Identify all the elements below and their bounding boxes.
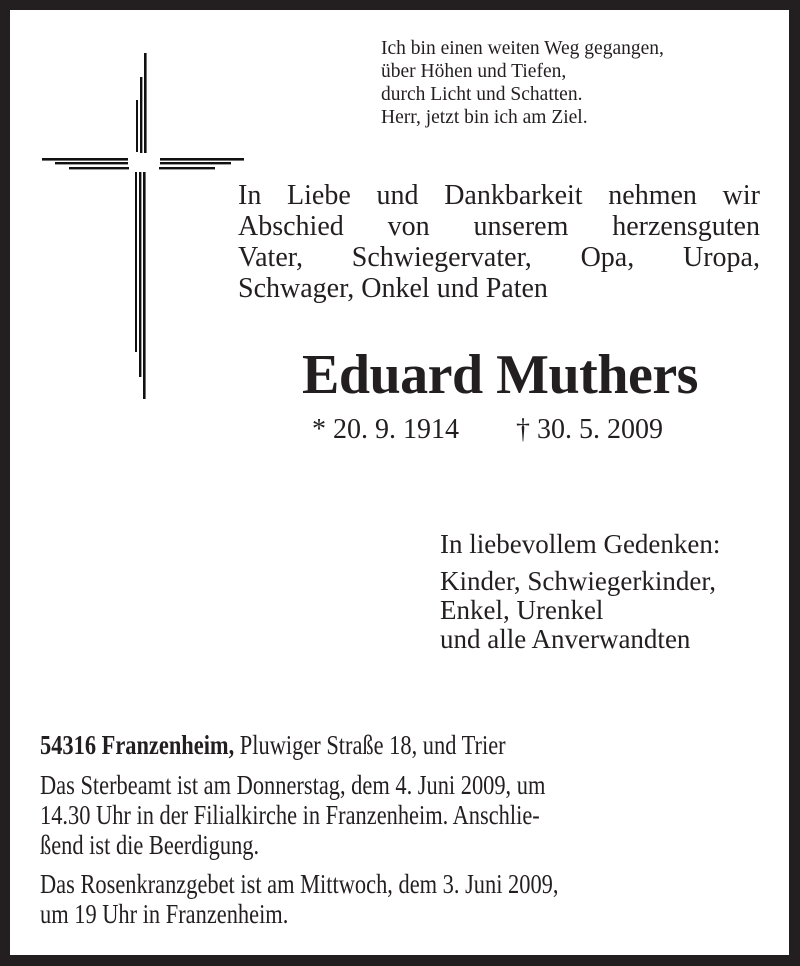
- intro-line: [238, 242, 760, 273]
- address-street: Pluwiger Straße 18, und Trier: [234, 730, 506, 760]
- rosary-info: [40, 869, 765, 929]
- poem-line: über Höhen und Tiefen,: [381, 61, 567, 82]
- death-date: † 30. 5. 2009: [516, 414, 663, 445]
- poem-line: durch Licht und Schatten.: [381, 84, 583, 105]
- word: Uropa,: [683, 242, 760, 273]
- intro-line: [238, 211, 760, 242]
- word: herzensguten: [612, 211, 760, 242]
- poem-line: Herr, jetzt bin ich am Ziel.: [381, 107, 588, 128]
- mourners-heading: In liebevollem Gedenken:: [440, 529, 721, 559]
- service-line: Das Sterbeamt ist am Donnerstag, dem 4. Juni 2009, um: [40, 770, 546, 800]
- details-block: [40, 730, 765, 929]
- rosary-line: um 19 Uhr in Franzenheim.: [40, 899, 289, 929]
- service-info: [40, 770, 765, 860]
- mourners-line: und alle Anverwandten: [440, 624, 691, 654]
- intro-line: [238, 273, 760, 304]
- service-line: ßend ist die Beerdigung.: [40, 830, 260, 860]
- mourners-line: Kinder, Schwiegerkinder,: [440, 566, 716, 596]
- word: nehmen: [608, 180, 697, 211]
- word: Liebe: [287, 180, 351, 211]
- service-line: 14.30 Uhr in der Filialkirche in Franzenheim. Anschlie-: [40, 800, 540, 830]
- word: und: [376, 180, 419, 211]
- birth-date: * 20. 9. 1914: [312, 414, 459, 445]
- address-line: [40, 730, 765, 763]
- intro-paragraph: [238, 180, 760, 304]
- deceased-name: Eduard Muthers: [302, 344, 698, 406]
- word: unserem: [473, 211, 569, 242]
- poem-line: Ich bin einen weiten Weg gegangen,: [381, 38, 664, 59]
- poem: [381, 37, 664, 129]
- mourners-line: Enkel, Urenkel: [440, 595, 604, 625]
- rosary-line: Das Rosenkranzgebet ist am Mittwoch, dem 3. Juni 2009,: [40, 869, 559, 899]
- word: Vater,: [238, 242, 303, 273]
- obituary-notice: [10, 10, 789, 955]
- address-city: 54316 Franzenheim,: [40, 730, 235, 760]
- intro-last-line: Schwager, Onkel und Paten: [238, 273, 548, 304]
- word: Opa,: [580, 242, 635, 273]
- life-dates: [312, 413, 663, 447]
- intro-line: [238, 180, 760, 211]
- word: von: [387, 211, 430, 242]
- word: Schwiegervater,: [351, 242, 532, 273]
- word: wir: [722, 180, 760, 211]
- word: Dankbarkeit: [444, 180, 583, 211]
- word: Abschied: [238, 211, 344, 242]
- cross-icon: [40, 40, 250, 410]
- mourners-list: [440, 567, 716, 654]
- word: In: [238, 180, 262, 211]
